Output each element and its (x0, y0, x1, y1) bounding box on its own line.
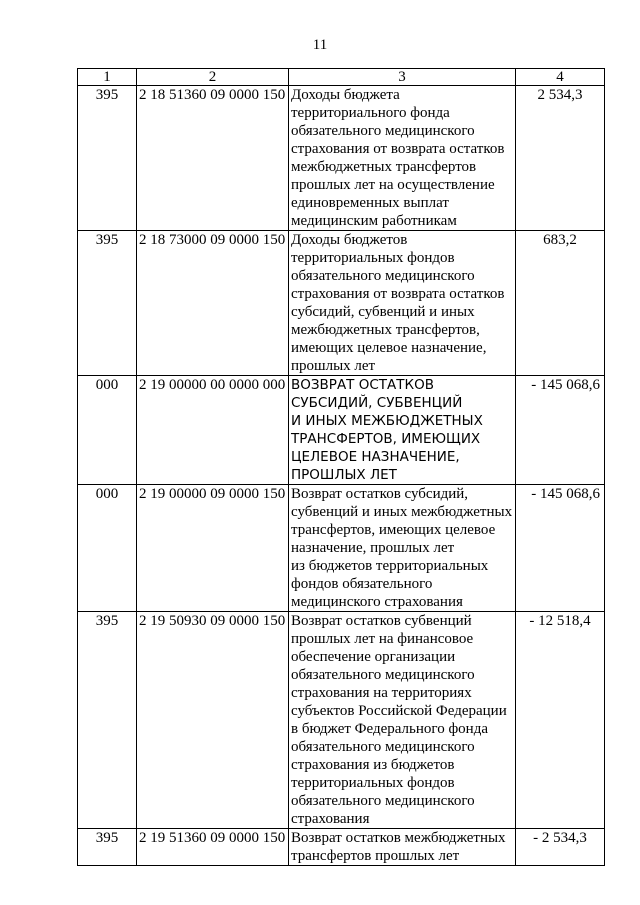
name-line: ТРАНСФЕРТОВ, ИМЕЮЩИХ (291, 431, 481, 447)
kbk-code-cell: 2 18 51360 09 0000 150 (137, 86, 289, 231)
name-line: медицинским работникам (291, 213, 457, 229)
revenue-name-cell (289, 376, 516, 485)
name-line: страхования от возврата остатков (291, 286, 505, 302)
name-line: Доходы бюджетов (291, 232, 408, 248)
kbk-code-cell: 2 19 50930 09 0000 150 (137, 612, 289, 829)
revenue-name-cell (289, 231, 516, 376)
name-line: субсидий, субвенций и иных (291, 304, 475, 320)
table-row (78, 376, 605, 485)
name-line: межбюджетных трансфертов (291, 159, 477, 175)
name-line: страхования на территориях (291, 685, 472, 701)
page-number: 11 (312, 37, 328, 53)
name-line: СУБСИДИЙ, СУБВЕНЦИЙ (291, 395, 463, 411)
name-line: обеспечение организации (291, 649, 456, 665)
name-line: трансфертов, имеющих целевое (291, 522, 496, 538)
name-line: субъектов Российской Федерации (291, 703, 507, 719)
amount-cell: 2 534,3 (516, 86, 605, 231)
revenue-name-cell (289, 485, 516, 612)
column-header-amount: 4 (516, 69, 605, 86)
name-line: И ИНЫХ МЕЖБЮДЖЕТНЫХ (291, 413, 483, 429)
name-line: ПРОШЛЫХ ЛЕТ (291, 467, 397, 483)
name-line: из бюджетов территориальных (291, 558, 489, 574)
amount-cell: - 145 068,6 (516, 485, 605, 612)
name-line: Возврат остатков субсидий, (291, 486, 469, 502)
admin-code-cell: 395 (78, 86, 137, 231)
name-line: обязательного медицинского (291, 123, 475, 139)
column-header-name: 3 (289, 69, 516, 86)
name-line: ЦЕЛЕВОЕ НАЗНАЧЕНИЕ, (291, 449, 460, 465)
kbk-code-cell: 2 19 00000 09 0000 150 (137, 485, 289, 612)
name-line: в бюджет Федерального фонда (291, 721, 488, 737)
kbk-code-cell: 2 18 73000 09 0000 150 (137, 231, 289, 376)
amount-cell: - 12 518,4 (516, 612, 605, 829)
revenue-name-cell (289, 829, 516, 866)
name-line: назначение, прошлых лет (291, 540, 455, 556)
admin-code-cell: 395 (78, 612, 137, 829)
table-header-row (78, 69, 605, 86)
amount-cell: 683,2 (516, 231, 605, 376)
name-line: субвенций и иных межбюджетных (291, 504, 513, 520)
admin-code-cell: 000 (78, 376, 137, 485)
revenue-name-cell (289, 86, 516, 231)
name-line: межбюджетных трансфертов, (291, 322, 480, 338)
name-line: обязательного медицинского (291, 268, 475, 284)
table-row (78, 829, 605, 866)
name-line: обязательного медицинского (291, 739, 475, 755)
kbk-code-cell: 2 19 51360 09 0000 150 (137, 829, 289, 866)
column-header-kbk-code: 2 (137, 69, 289, 86)
amount-cell: - 2 534,3 (516, 829, 605, 866)
name-line: страхования от возврата остатков (291, 141, 505, 157)
table-row (78, 86, 605, 231)
name-line: территориального фонда (291, 105, 450, 121)
name-line: имеющих целевое назначение, (291, 340, 487, 356)
name-line: страхования из бюджетов (291, 757, 455, 773)
name-line: единовременных выплат (291, 195, 449, 211)
table-row (78, 231, 605, 376)
name-line: трансфертов прошлых лет (291, 848, 460, 864)
name-line: страхования (291, 811, 370, 827)
name-line: фондов обязательного (291, 576, 433, 592)
budget-revenue-table (77, 68, 605, 866)
name-line: обязательного медицинского (291, 793, 475, 809)
table-row (78, 612, 605, 829)
column-header-admin-code: 1 (78, 69, 137, 86)
name-line: Возврат остатков субвенций (291, 613, 472, 629)
amount-cell: - 145 068,6 (516, 376, 605, 485)
name-line: ВОЗВРАТ ОСТАТКОВ (291, 377, 434, 393)
table-row (78, 485, 605, 612)
admin-code-cell: 395 (78, 829, 137, 866)
name-line: территориальных фондов (291, 250, 455, 266)
name-line: медицинского страхования (291, 594, 463, 610)
admin-code-cell: 000 (78, 485, 137, 612)
name-line: Возврат остатков межбюджетных (291, 830, 506, 846)
name-line: Доходы бюджета (291, 87, 400, 103)
name-line: прошлых лет на осуществление (291, 177, 495, 193)
kbk-code-cell: 2 19 00000 00 0000 000 (137, 376, 289, 485)
revenue-name-cell (289, 612, 516, 829)
name-line: прошлых лет (291, 358, 376, 374)
admin-code-cell: 395 (78, 231, 137, 376)
name-line: прошлых лет на финансовое (291, 631, 474, 647)
name-line: обязательного медицинского (291, 667, 475, 683)
name-line: территориальных фондов (291, 775, 455, 791)
